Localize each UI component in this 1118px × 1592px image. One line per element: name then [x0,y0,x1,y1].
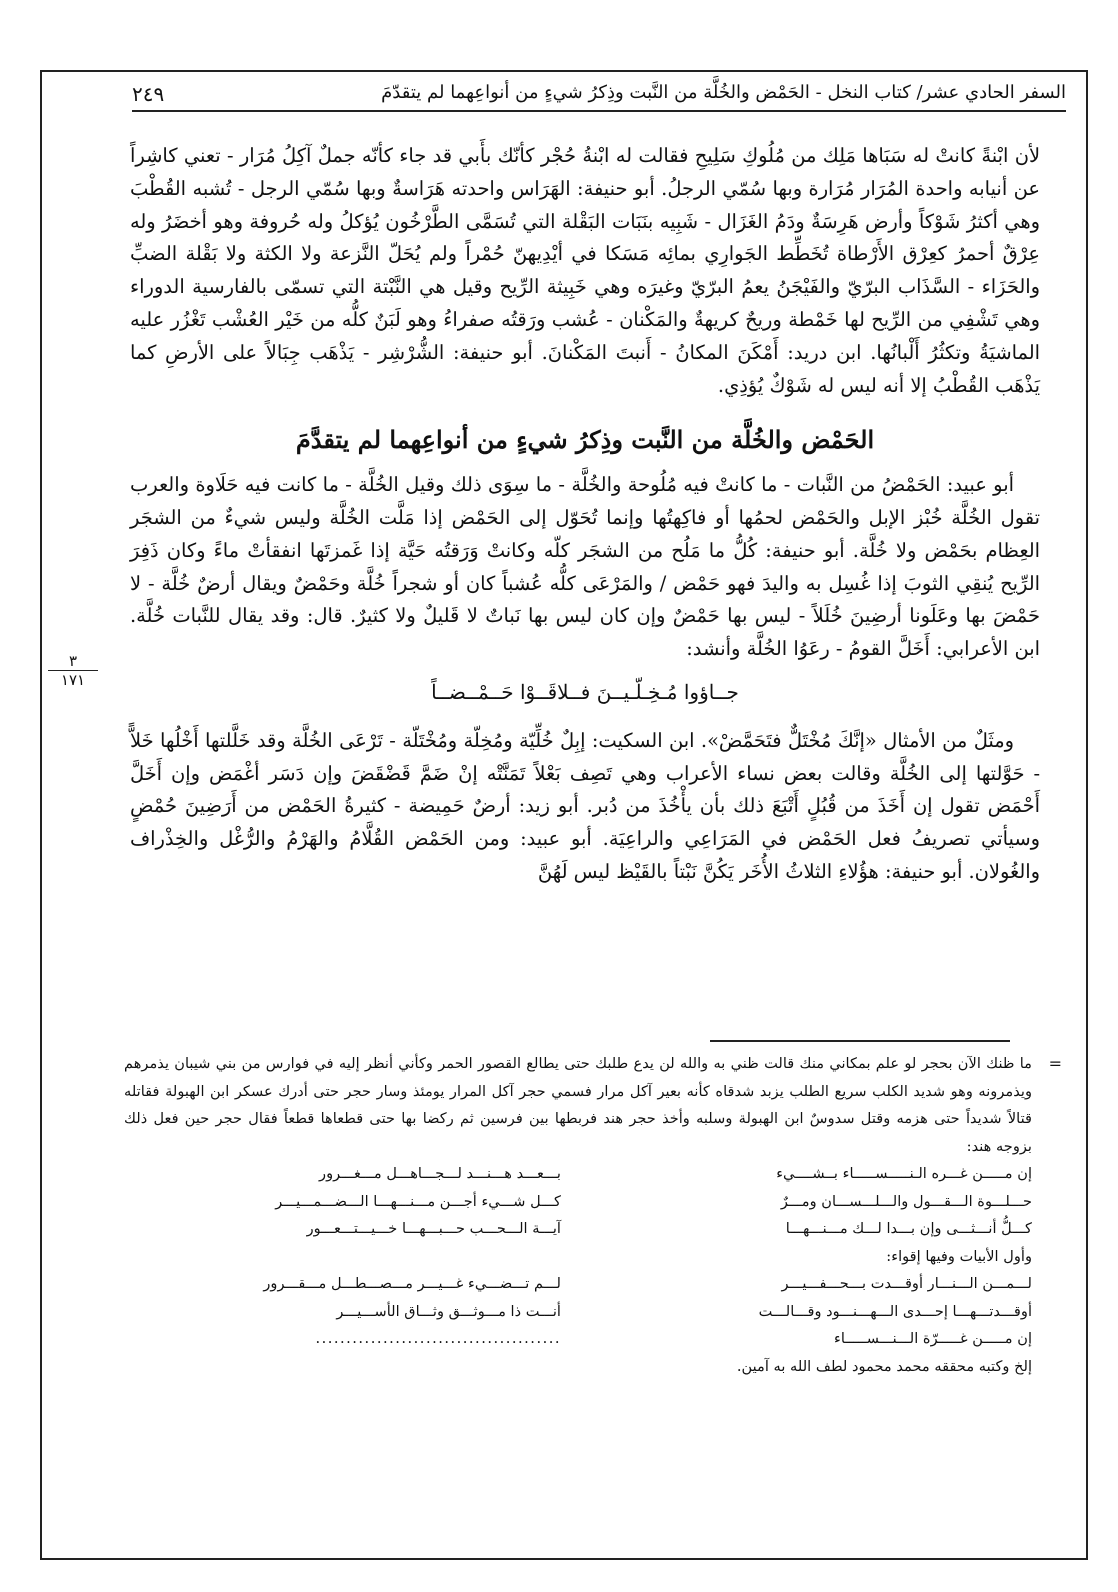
footnote-divider [710,1040,1010,1042]
verse-line: جــاؤوا مُـخِـلّـيــنَ فــلاقَــوْا حَــمْــضــاً [431,679,739,704]
poem-hemistich: آيـــة الـــحـــب حـــبـــهـــا خـــيـــتـــعـــور [306,1220,561,1237]
poem-stanza-2 [124,1270,1032,1353]
poem-hemistich: بـــعـــد هـــنـــد لـــجـــاهـــل مـــغـــرور [319,1165,561,1182]
footnote-continuation-marker: = [1048,1054,1062,1073]
poem-stanza-1 [124,1160,1032,1243]
margin-reference-volume: ٣ [48,652,98,671]
poem-hemistich: كـــلُّ أنـــثـــى وإن بـــدا لـــك مـــنـــهـــا [785,1220,1032,1237]
poem-hemistich: أوقـــدتـــهـــا إحـــدى الـــهـــنـــود وقـــالـــت [758,1302,1032,1320]
footnote-text: ما ظنك الآن بحجر لو علم بمكاني منك قالت ظني به والله لن يدع طلبك حتى يطالع القصور الحمر وكأني أنظر إليه في فوارس من بني شيبان يذمرهم ويذمرونه وهو شديد الكلب سريع الطلب يزبد شدقاه كأنه بعير آكل مرار فسمي حجر آكل المرار يومئذ وسار حجر حتى أدرك عسكر ابن الهبولة فقاتله قتالاً شديداً حتى هزمه وقتل سدوسٌ ابن الهبولة وسلبه وأخذ حجر هند فربطها بين فرسين ثم ركضا بها حتى قطعاها قطعاً فقال حجر حين فعل ذلك بزوجه هند: [124,1055,1032,1155]
poem-hemistich: إن مـــــن غـــــرّة الـــنـــســـــاء [834,1330,1032,1347]
poem-hemistich: لـــم تـــضـــيء غـــيـــر مـــصـــطـــل مـــقـــرور [263,1275,561,1292]
running-title: السفر الحادي عشر/ كتاب النخل - الحَمْض والخُلَّة من النَّبت وذِكرُ شيءٍ من أنواعِهما لم يتقدّمَ [381,82,1066,103]
poem-ellipsis: ........................................ [315,1330,561,1347]
footnote-text: وأول الأبيات وفيها إقواء: [886,1247,1032,1265]
poem-hemistich: كـــل شـــيء أجـــن مـــنـــهـــا الـــضـــمـــيـــر [275,1192,561,1210]
margin-reference-page: ١٧١ [60,671,86,689]
poem-hemistich: إن مـــــن غـــره الـنـــــســـــاء بــشــــيء [776,1165,1032,1182]
margin-reference [48,652,98,689]
page-header [132,78,1066,112]
section-heading: الحَمْض والخُلَّة من النَّبت وذِكرُ شيءٍ من أنواعِهما لم يتقدَّمَ [295,425,875,455]
paragraph: لأن ابْنةً كانتْ له سَبَاها مَلِك من مُلُوكِ سَلِيحِ فقالت له ابْنةُ حُجْر كأنّك بأَبي قد جاء كأنّه جملٌ آكِلُ مُرَار - تعني كاشِراً عن أنيابه واحدة المُرَار مُرَارة وبها سُمّي الرجلُ. أبو حنيفة: الهَرَاس واحدته هَرَاسةٌ وبها سُمّي الرجل - تُشبه القُطْبَ وهي أكثرُ شَوْكاً وأرض هَرِسَةٌ ودَمُ الغَزَال - شَبِيه بنَبَات البَقْلة التي تُسَمَّى الطَّرْخُون يُؤكلُ وله حُروفة وهو أخضَرُ وله عِرْقٌ أحمرُ كعِرْق الأَرْطاة تُخَطِّط الجَوارِي بمائِه مَسَكا في أيْدِيهنّ حُمْراً ولم يُحَلّ النَّزعة ولا الكثة ولا بَقْلة الضبِّ والحَزَاء - السَّذَاب البرّيّ والفَيْجَنُ يعمُ البرّيّ وغيرَه وهي خَبِيثة الرِّيح وقيل هي النَّبْتة التي تسمّى بالفارسية الدوراء وهي تَشْفِي من الرِّيح لها خَمْطة وريحٌ كريهةٌ والمَكْنان - عُشب ورَقتُه صفراءُ وهو لَبَنٌ كلُّه من خَيْر العُشْب تَغْزُر عليه الماشيَةُ وتكثُرُ أَلْبانُها. ابن دريد: أَمْكَنَ المكانُ - أَنبتَ المَكْنانَ. أبو حنيفة: الشُّرْشِر - يَذْهَب جِبَالاً على الأرضِ كما يَذْهَب القُطْبُ إلا أنه ليس له شَوْكٌ يُؤذِي. [130,144,1040,397]
poem-hemistich: لـــمـــن الـــنـــار أوقـــدت بـــحـــفـــيـــر [781,1275,1032,1292]
main-text [130,140,1040,889]
editor-credit: إلخ وكتبه محققه محمد محمود لطف الله به آمين. [736,1357,1032,1375]
page-number: ٢٤٩ [132,82,165,106]
poem-hemistich: حـــلـــوة الـــقـــول والـــلـــســـان ومـــرٌ [780,1192,1032,1210]
paragraph: ومثَلٌ من الأمثال «إنَّكَ مُخْتَلٌّ فتَحَمَّضْ». ابن السكيت: إبِلٌ خُلِّيّة ومُخِلّة ومُخْتَلّة - تَرْعَى الخُلَّة وقد خَلَّلتها أَخْلُها خَلاًّ - حَوَّلتها إلى الخُلَّة وقالت بعض نساء الأعراب وهي تَصِف بَعْلاً تَمَنَّتْه إنْ ضَمَّ قَضْقَضَ وإن دَسَر أغْمَض وإن أَخَلَّ أَحْمَض تقول إن أَخَذَ من قُبُلٍ أَتْبَعَ ذلك بأن يأْخُذَ من دُبر. أبو زيد: أرضٌ حَمِيضة - كثيرةُ الحَمْض من أَرَضِينَ حُمْضٍ وسيأتي تصريفُ فعل الحَمْض في المَرَاعِي والراعِيَة. أبو عبيد: ومن الحَمْض القُلَّامُ والهَرْمُ والرُّغْل والخِذْراف والغُولان. أبو حنيفة: هؤُلاءِ الثلاثُ الأُخَر يَكُنَّ نَبْتاً بالقَيْظ ليس لَهُنَّ [130,728,1040,883]
poem-hemistich: أنـــت ذا مـــوثـــق وثـــاق الأســـيـــر [336,1302,561,1320]
footnote [124,1050,1062,1380]
paragraph: أبو عبيد: الحَمْضُ من النَّبات - ما كانتْ فيه مُلُوحة والخُلَّة - ما سِوَى ذلك وقيل الخُلَّة - ما كانت فيه حَلَاوة والعرب تقول الخُلَّة خُبْز الإبل والحَمْض لحمُها أو فاكِهتُها وإنما تُحَوّل إلى الحَمْض إذا مَلَّت الخُلَّة وليس شيءٌ من الشجَر العِظام بحَمْض ولا خُلَّة. أبو حنيفة: كُلُّ ما مَلُح من الشجَر كلّه وكانتْ وَرَقتُه حَيَّة إذا غَمزتَها انفقأتْ ماءً وكان ذَفِرَ الرِّيح يُنقِي الثوبَ إذا غُسِل به واليدَ فهو حَمْض / والمَرْعَى كلُّه عُشباً كان أو شجراً خُلَّة وحَمْضٌ ويقال أرضٌ خُلَّة - لا حَمْضَ بها وعَلَونا أرضِينَ خُلَلاً - ليس بها حَمْضٌ وإن كان ليس بها نَباتٌ لا قَليلٌ ولا كثيرٌ. قال: وقد يقال للنَّبات خُلَّة. ابن الأعرابي: أَخَلَّ القومُ - رعَوُا الخُلَّة وأنشد: [130,473,1040,661]
